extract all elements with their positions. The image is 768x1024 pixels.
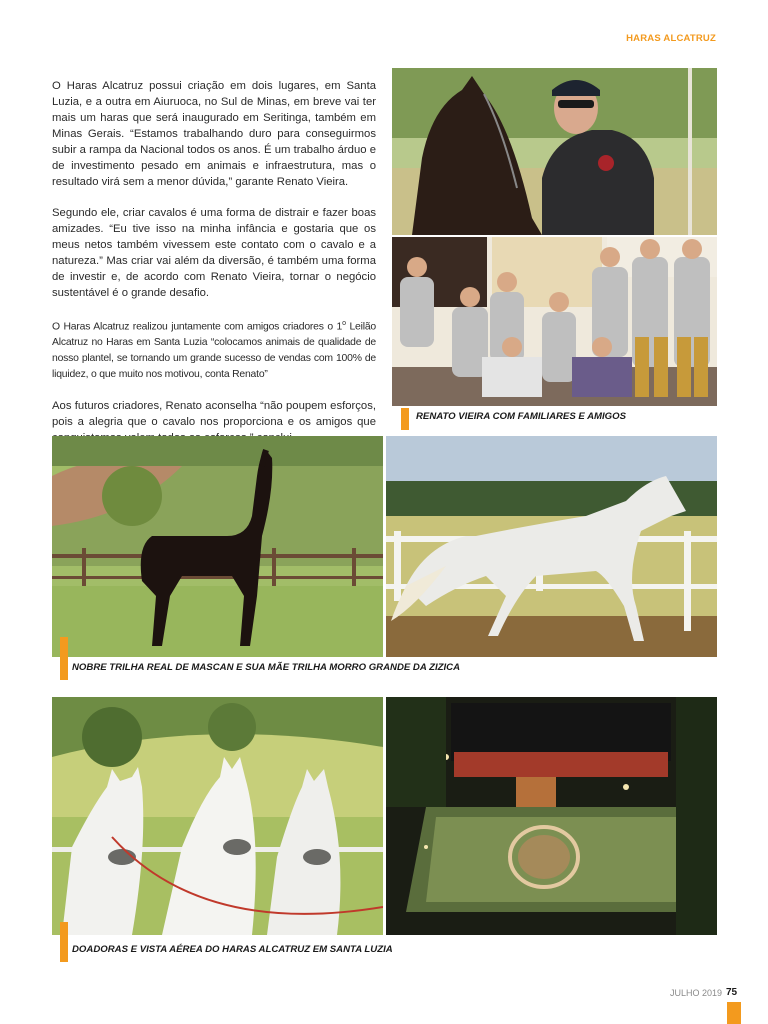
caption-bar-aerial	[60, 922, 68, 962]
caption-horses: NOBRE TRILHA REAL DE MASCAN E SUA MÃE TRILHA MORRO GRANDE DA ZIZICA	[72, 662, 461, 673]
paragraph-3	[52, 316, 376, 383]
paragraph-3-end: Leilão Alcatruz no Haras em Santa Luzia “colocamos animais de qualidade de nosso plantel, se tornando um grande sucesso de vendas com 100% de liquidez, o que muito nos motivou, conta Renato”	[52, 321, 376, 381]
page-number-bar	[727, 1002, 741, 1024]
section-header: HARAS ALCATRUZ	[626, 33, 716, 44]
ordinal-sup: o	[342, 320, 346, 327]
paragraph-4: Aos futuros criadores, Renato aconselha “não poupem esforços, pois a alegria que o cavalo nos proporciona e os amigos que	[52, 400, 376, 429]
caption-aerial: DOADORAS E VISTA AÉREA DO HARAS ALCATRUZ EM SANTA LUZIA	[72, 944, 393, 955]
photo-three-white-mares	[52, 697, 383, 935]
page-number: 75	[726, 987, 738, 998]
photo-white-horse-trotting	[386, 436, 717, 657]
paragraph-2: Segundo ele, criar cavalos é uma forma de distrair e fazer boas amizades. “Eu tive isso na minha infância e gostaria que os meus netos também vivessem este contato com o cavalo e a natureza.” Mas criar vai além da diversão, é também uma forma de investir e, de acordo com Renato Vieira, tornar o negócio sustentável é o grande desafio.	[52, 207, 376, 299]
photo-aerial-night-view	[386, 697, 717, 935]
photo-renato-with-horse	[392, 68, 717, 235]
paragraph-3-start: O Haras Alcatruz realizou juntamente com amigos criadores o 1	[52, 321, 343, 333]
caption-bar-family	[401, 408, 409, 430]
caption-family: RENATO VIEIRA COM FAMILIARES E AMIGOS	[416, 411, 627, 422]
caption-bar-horses	[60, 637, 68, 680]
photo-dark-stallion	[52, 436, 383, 657]
photo-family-group	[392, 237, 717, 406]
issue-date: JULHO 2019	[670, 988, 723, 998]
article-text	[52, 78, 376, 461]
paragraph-1: O Haras Alcatruz possui criação em dois lugares, em Santa Luzia, e a outra em Aiuruoca, no Sul de Minas, em breve vai ter mais um haras que será inaugurado em Seritinga, também em Minas Gerais. “Estamos trabalhando duro para conseguirmos subir a rampa da Nacional todos os anos. É um trabalho árduo e de investimento pesado em animais e infraestrutura, mas o resultado virá sem a menor dúvida,” garante Renato Vieira.	[52, 80, 376, 188]
